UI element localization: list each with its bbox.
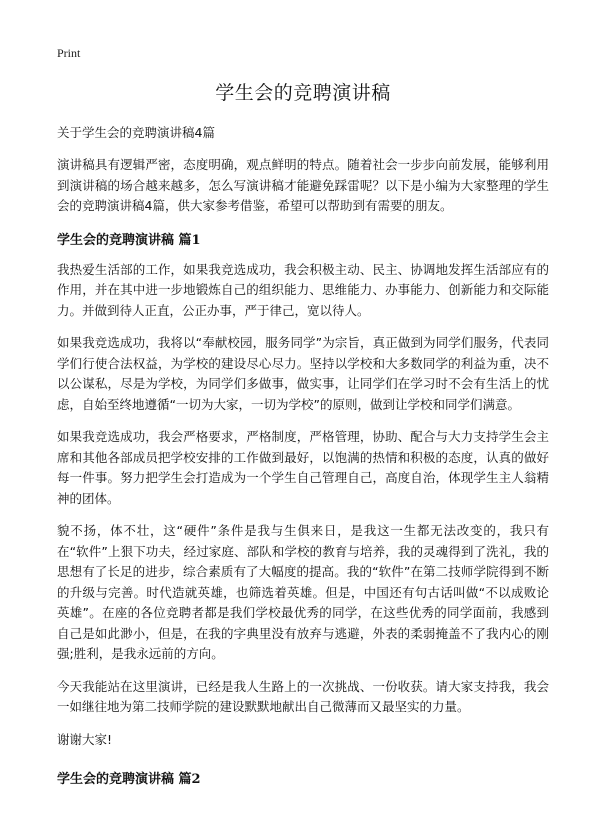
section-1-paragraph: 貌不扬，体不壮，这“硬件”条件是我与生俱来日，是我这一生都无法改变的，我只有在“软件”上狠下功夫，经过家庭、部队和学校的教育与培养，我的灵魂得到了洗礼，我的思想有了长足的进步，综合素质有了大幅度的提高。我的“软件”在第二技师学院得到不断的升级与完善。时代造就英雄，也筛选着英雄。但是，中国还有句古话叫做“不以成败论英雄”。在座的各位竞聘者都是我们学校最优秀的同学，在这些优秀的同学面前，我感到自己是如此渺小，但是，在我的字典里没有放弃与逃避，外表的柔弱掩盖不了我内心的刚强;胜利，是我永远前的方向。 bbox=[57, 523, 549, 661]
print-link[interactable]: Print bbox=[57, 46, 81, 60]
section-1-paragraph: 如果我竞选成功，我将以“奉献校园，服务同学”为宗旨，真正做到为同学们服务，代表同学们行使合法权益，为学校的建设尽心尽力。坚持以学校和大多数同学的利益为重，决不以公谋私，尽是为学校，为同学们多做事，做实事，让同学们在学习时不会有生活上的忧虑，自始至终地遵循“一切为大家，一切为学校”的原则，做到让学校和同学们满意。 bbox=[57, 335, 549, 412]
document-body bbox=[57, 78, 549, 799]
section-heading-1: 学生会的竞聘演讲稿 篇1 bbox=[57, 232, 201, 248]
section-1-paragraph: 如果我竞选成功，我会严格要求，严格制度，严格管理，协助、配合与大力支持学生会主席和其他各部成员把学校安排的工作做到最好，以饱满的热情和积极的态度，认真的做好每一件事。努力把学生会打造成为一个学生自己管理自己，高度自治，体现学生主人翁精神的团体。 bbox=[57, 429, 549, 506]
section-1-paragraph: 今天我能站在这里演讲，已经是我人生路上的一次挑战、一份收获。请大家支持我，我会一如继往地为第二技师学院的建设默默地献出自己微薄而又最坚实的力量。 bbox=[57, 678, 549, 714]
document-subtitle: 关于学生会的竞聘演讲稿4篇 bbox=[57, 125, 215, 140]
intro-paragraph: 演讲稿具有逻辑严密，态度明确，观点鲜明的特点。随着社会一步步向前发展，能够利用到演讲稿的场合越来越多，怎么写演讲稿才能避免踩雷呢？以下是小编为大家整理的学生会的竞聘演讲稿4篇，供大家参考借鉴，希望可以帮助到有需要的朋友。 bbox=[57, 157, 549, 213]
section-1-paragraph: 我热爱生活部的工作，如果我竞选成功，我会积极主动、民主、协调地发挥生活部应有的作用，并在其中进一步地锻炼自己的组织能力、思维能力、办事能力、创新能力和交际能力。并做到待人正直，公正办事，严于律己，宽以待人。 bbox=[57, 261, 549, 318]
section-heading-2: 学生会的竞聘演讲稿 篇2 bbox=[57, 771, 201, 787]
page-title: 学生会的竞聘演讲稿 bbox=[215, 82, 391, 104]
closing-line: 谢谢大家! bbox=[57, 731, 113, 747]
